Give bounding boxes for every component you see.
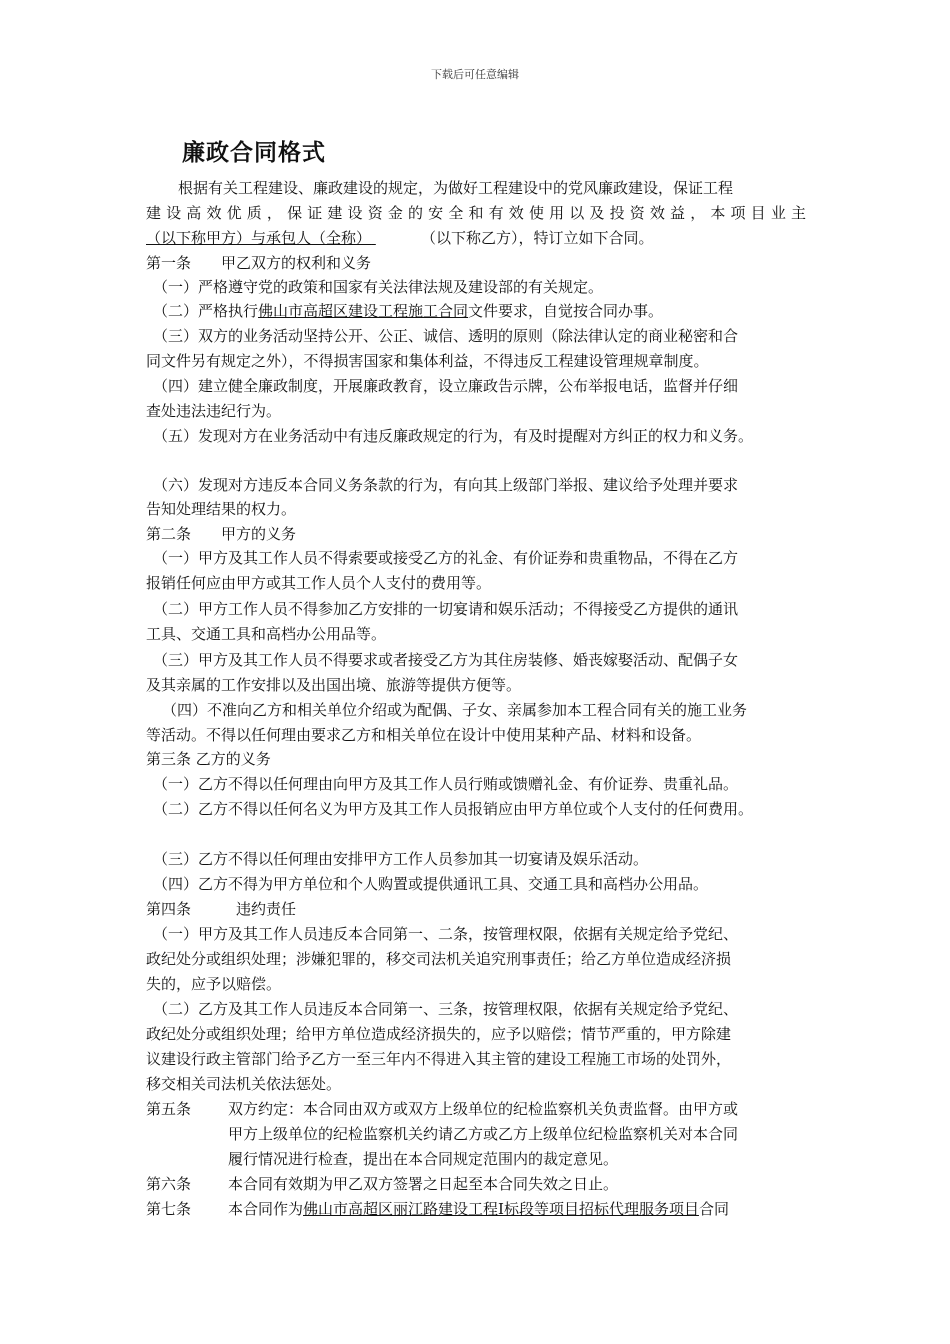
- article-6-line-1: [146, 1172, 826, 1196]
- article-1-item-4-line-1: （四）建立健全廉政制度，开展廉政教育，设立廉政告示牌，公布举报电话，监督并仔细: [153, 377, 739, 395]
- article-1-item-2-a: （二）严格执行: [153, 302, 259, 320]
- article-1-item-6-line-2: 告知处理结果的权力。: [146, 500, 297, 518]
- article-3-item-4: （四）乙方不得为甲方单位和个人购置或提供通讯工具、交通工具和高档办公用品。: [153, 875, 709, 893]
- article-2-item-3-line-2: 及其亲属的工作安排以及出国出境、旅游等提供方便等。: [146, 676, 522, 694]
- contract-name-link: 佛山市高超区建设工程施工合同: [258, 302, 469, 320]
- page-title: 廉政合同格式: [182, 140, 326, 166]
- intro-line-1: 根据有关工程建设、廉政建设的规定，为做好工程建设中的党风廉政建设，保证工程: [178, 179, 734, 197]
- article-1-item-5: （五）发现对方在业务活动中有违反廉政规定的行为，有及时提醒对方纠正的权力和义务。: [153, 427, 754, 445]
- intro-line-2: 建设高效优质，保证建设资金的安全和有效使用以及投资效益，本项目业主: [146, 204, 806, 222]
- article-2-item-3-line-1: （三）甲方及其工作人员不得要求或者接受乙方为其住房装修、婚丧嫁娶活动、配偶子女: [153, 651, 739, 669]
- article-5-label: 第五条: [146, 1100, 192, 1118]
- intro-line-3-b: （全称）: [311, 229, 372, 247]
- article-6-label: 第六条: [146, 1175, 192, 1193]
- article-3-item-2: （二）乙方不得以任何名义为甲方及其工作人员报销应由甲方单位或个人支付的任何费用。: [153, 800, 754, 818]
- article-7-line-1: [146, 1197, 826, 1221]
- article-2-heading: 第二条 甲方的义务: [146, 525, 297, 543]
- article-1-item-6-line-1: （六）发现对方违反本合同义务条款的行为，有向其上级部门举报、建议给予处理并要求: [153, 476, 739, 494]
- article-4-item-1-line-2: 政纪处分或组织处理；涉嫌犯罪的，移交司法机关追究刑事责任；给乙方单位造成经济损: [146, 950, 732, 968]
- article-4-item-2-line-1: （二）乙方及其工作人员违反本合同第一、三条，按管理权限，依据有关规定给予党纪、: [153, 1000, 739, 1018]
- article-4-item-1-line-1: （一）甲方及其工作人员违反本合同第一、二条，按管理权限，依据有关规定给予党纪、: [153, 925, 739, 943]
- article-4-item-2-line-3: 议建设行政主管部门给予乙方一至三年内不得进入其主管的建设工程施工市场的处罚外，: [146, 1050, 732, 1068]
- intro-blank: [371, 226, 421, 250]
- article-5-line-2: 甲方上级单位的纪检监察机关约请乙方或乙方上级单位纪检监察机关对本合同: [228, 1125, 739, 1143]
- article-4-item-2-line-4: 移交相关司法机关依法惩处。: [146, 1075, 342, 1093]
- article-7-text-a: 本合同作为: [228, 1200, 304, 1218]
- article-7-text-c: 合同: [698, 1200, 729, 1218]
- article-5-line-1: [146, 1097, 826, 1121]
- article-2-item-2-line-1: （二）甲方工作人员不得参加乙方安排的一切宴请和娱乐活动；不得接受乙方提供的通讯: [153, 600, 739, 618]
- article-1-item-3-line-2: 同文件另有规定之外），不得损害国家和集体利益，不得违反工程建设管理规章制度。: [146, 352, 709, 370]
- article-3-item-3: （三）乙方不得以任何理由安排甲方工作人员参加其一切宴请及娱乐活动。: [153, 850, 649, 868]
- article-6-text: 本合同有效期为甲乙双方签署之日起至本合同失效之日止。: [228, 1175, 619, 1193]
- intro-line-3: [146, 226, 826, 250]
- article-2-item-1-line-2: 报销任何应由甲方或其工作人员个人支付的费用等。: [146, 574, 492, 592]
- article-5-line-3: 履行情况进行检查，提出在本合同规定范围内的裁定意见。: [228, 1150, 619, 1168]
- article-2-item-4-line-2: 等活动。不得以任何理由要求乙方和相关单位在设计中使用某种产品、材料和设备。: [146, 726, 702, 744]
- project-name-link: 佛山市高超区丽江路建设工程Ⅰ标段等项目招标代理服务项目: [303, 1200, 699, 1218]
- article-2-item-4-line-1: （四）不准向乙方和相关单位介绍或为配偶、子女、亲属参加本工程合同有关的施工业务: [162, 701, 748, 719]
- article-2-item-2-line-2: 工具、交通工具和高档办公用品等。: [146, 625, 387, 643]
- article-1-item-1: （一）严格遵守党的政策和国家有关法律法规及建设部的有关规定。: [153, 278, 604, 296]
- article-4-heading: 第四条 违约责任: [146, 900, 297, 918]
- header-note: 下载后可任意编辑: [431, 68, 519, 81]
- intro-line-3-a: （以下称甲方）与承包人: [146, 229, 312, 247]
- article-1-item-4-line-2: 查处违法违纪行为。: [146, 402, 282, 420]
- article-1-item-2: [153, 299, 833, 323]
- article-5-text-1: 双方约定：本合同由双方或双方上级单位的纪检监察机关负责监督。由甲方或: [228, 1100, 739, 1118]
- article-3-heading: 第三条 乙方的义务: [146, 750, 271, 768]
- article-3-item-1: （一）乙方不得以任何理由向甲方及其工作人员行贿或馈赠礼金、有价证券、贵重礼品。: [153, 775, 739, 793]
- article-4-item-1-line-3: 失的，应予以赔偿。: [146, 975, 282, 993]
- article-1-item-2-c: 文件要求，自觉按合同办事。: [468, 302, 664, 320]
- intro-line-3-c: （以下称乙方），特订立如下合同。: [421, 229, 654, 247]
- article-1-heading: 第一条 甲乙双方的权利和义务: [146, 254, 372, 272]
- article-2-item-1-line-1: （一）甲方及其工作人员不得索要或接受乙方的礼金、有价证券和贵重物品，不得在乙方: [153, 549, 739, 567]
- article-7-label: 第七条: [146, 1200, 192, 1218]
- article-4-item-2-line-2: 政纪处分或组织处理；给甲方单位造成经济损失的，应予以赔偿；情节严重的，甲方除建: [146, 1025, 732, 1043]
- article-1-item-3-line-1: （三）双方的业务活动坚持公开、公正、诚信、透明的原则（除法律认定的商业秘密和合: [153, 327, 739, 345]
